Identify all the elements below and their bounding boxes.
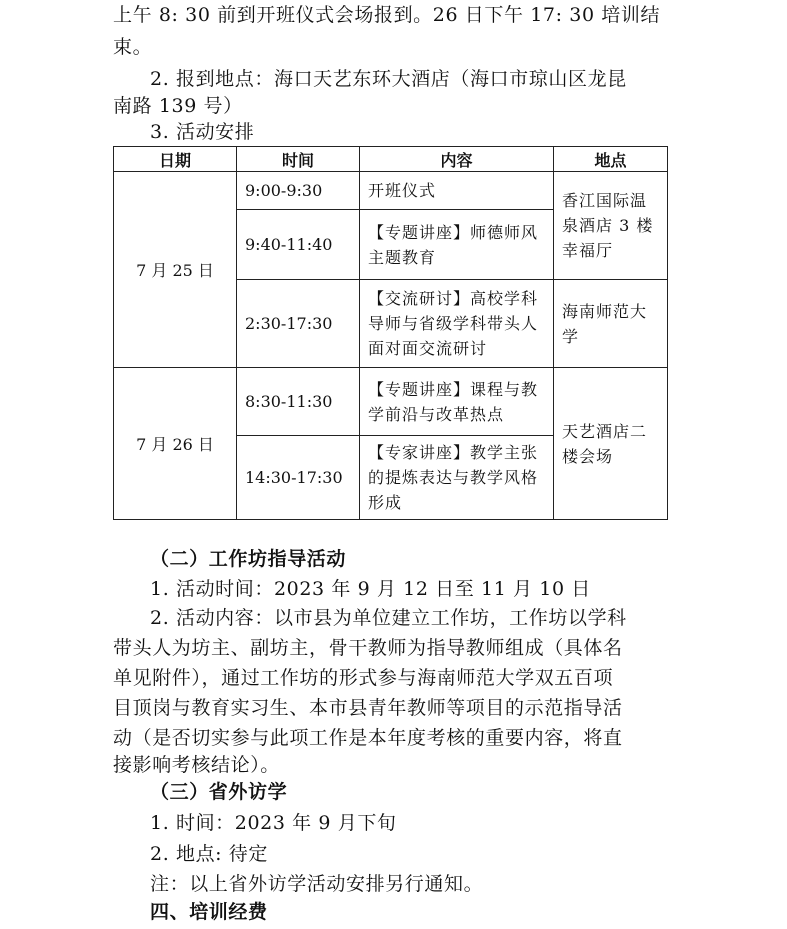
section-2-content-line: 带头人为坊主、副坊主，骨干教师为指导教师组成（具体名: [113, 637, 623, 659]
report-location-line-1: 2. 报到地点：海口天艺东环大酒店（海口市琼山区龙昆: [150, 68, 627, 90]
time-cell: 2:30-17:30: [237, 280, 360, 368]
table-row: [114, 368, 668, 436]
intro-line-1: 上午 8: 30 前到开班仪式会场报到。26 日下午 17: 30 培训结: [113, 4, 661, 26]
time-cell: 9:00-9:30: [237, 172, 360, 210]
section-2-content-line: 2. 活动内容：以市县为单位建立工作坊，工作坊以学科: [150, 607, 627, 629]
location-cell: 海南师范大学: [554, 280, 668, 368]
section-3-note: 注：以上省外访学活动安排另行通知。: [150, 873, 484, 895]
activity-heading: 3. 活动安排: [150, 121, 255, 143]
header-content: 内容: [360, 147, 554, 172]
section-2-content-line: 单见附件），通过工作坊的形式参与海南师范大学双五百项: [113, 667, 614, 689]
section-3-title: （三）省外访学: [150, 781, 288, 803]
report-location-line-2: 南路 139 号）: [113, 95, 243, 117]
section-3-time: 1. 时间：2023 年 9 月下旬: [150, 812, 397, 834]
location-cell: 香江国际温泉酒店 3 楼幸福厅: [554, 172, 668, 280]
section-4-title: 四、培训经费: [150, 901, 268, 923]
section-3-place: 2. 地点: 待定: [150, 843, 269, 865]
table-header-row: [114, 147, 668, 172]
section-2-content-line: 接影响考核结论）。: [113, 754, 280, 776]
schedule-table: [113, 146, 668, 520]
content-cell: 【专题讲座】师德师风主题教育: [360, 210, 554, 280]
section-2-title: （二）工作坊指导活动: [150, 548, 347, 570]
header-date: 日期: [114, 147, 237, 172]
intro-line-2: 束。: [113, 36, 153, 58]
content-cell: 开班仪式: [360, 172, 554, 210]
table-row: [114, 172, 668, 210]
date-cell: 7 月 26 日: [114, 368, 237, 520]
section-2-time: 1. 活动时间：2023 年 9 月 12 日至 11 月 10 日: [150, 578, 591, 600]
content-cell: 【专家讲座】教学主张的提炼表达与教学风格形成: [360, 436, 554, 520]
content-cell: 【交流研讨】高校学科导师与省级学科带头人面对面交流研讨: [360, 280, 554, 368]
time-cell: 9:40-11:40: [237, 210, 360, 280]
section-2-content-line: 动（是否切实参与此项工作是本年度考核的重要内容，将直: [113, 727, 623, 749]
header-time: 时间: [237, 147, 360, 172]
section-2-content-line: 目顶岗与教育实习生、本市县青年教师等项目的示范指导活: [113, 697, 623, 719]
time-cell: 14:30-17:30: [237, 436, 360, 520]
content-cell: 【专题讲座】课程与教学前沿与改革热点: [360, 368, 554, 436]
location-cell: 天艺酒店二楼会场: [554, 368, 668, 520]
header-location: 地点: [554, 147, 668, 172]
date-cell: 7 月 25 日: [114, 172, 237, 368]
time-cell: 8:30-11:30: [237, 368, 360, 436]
